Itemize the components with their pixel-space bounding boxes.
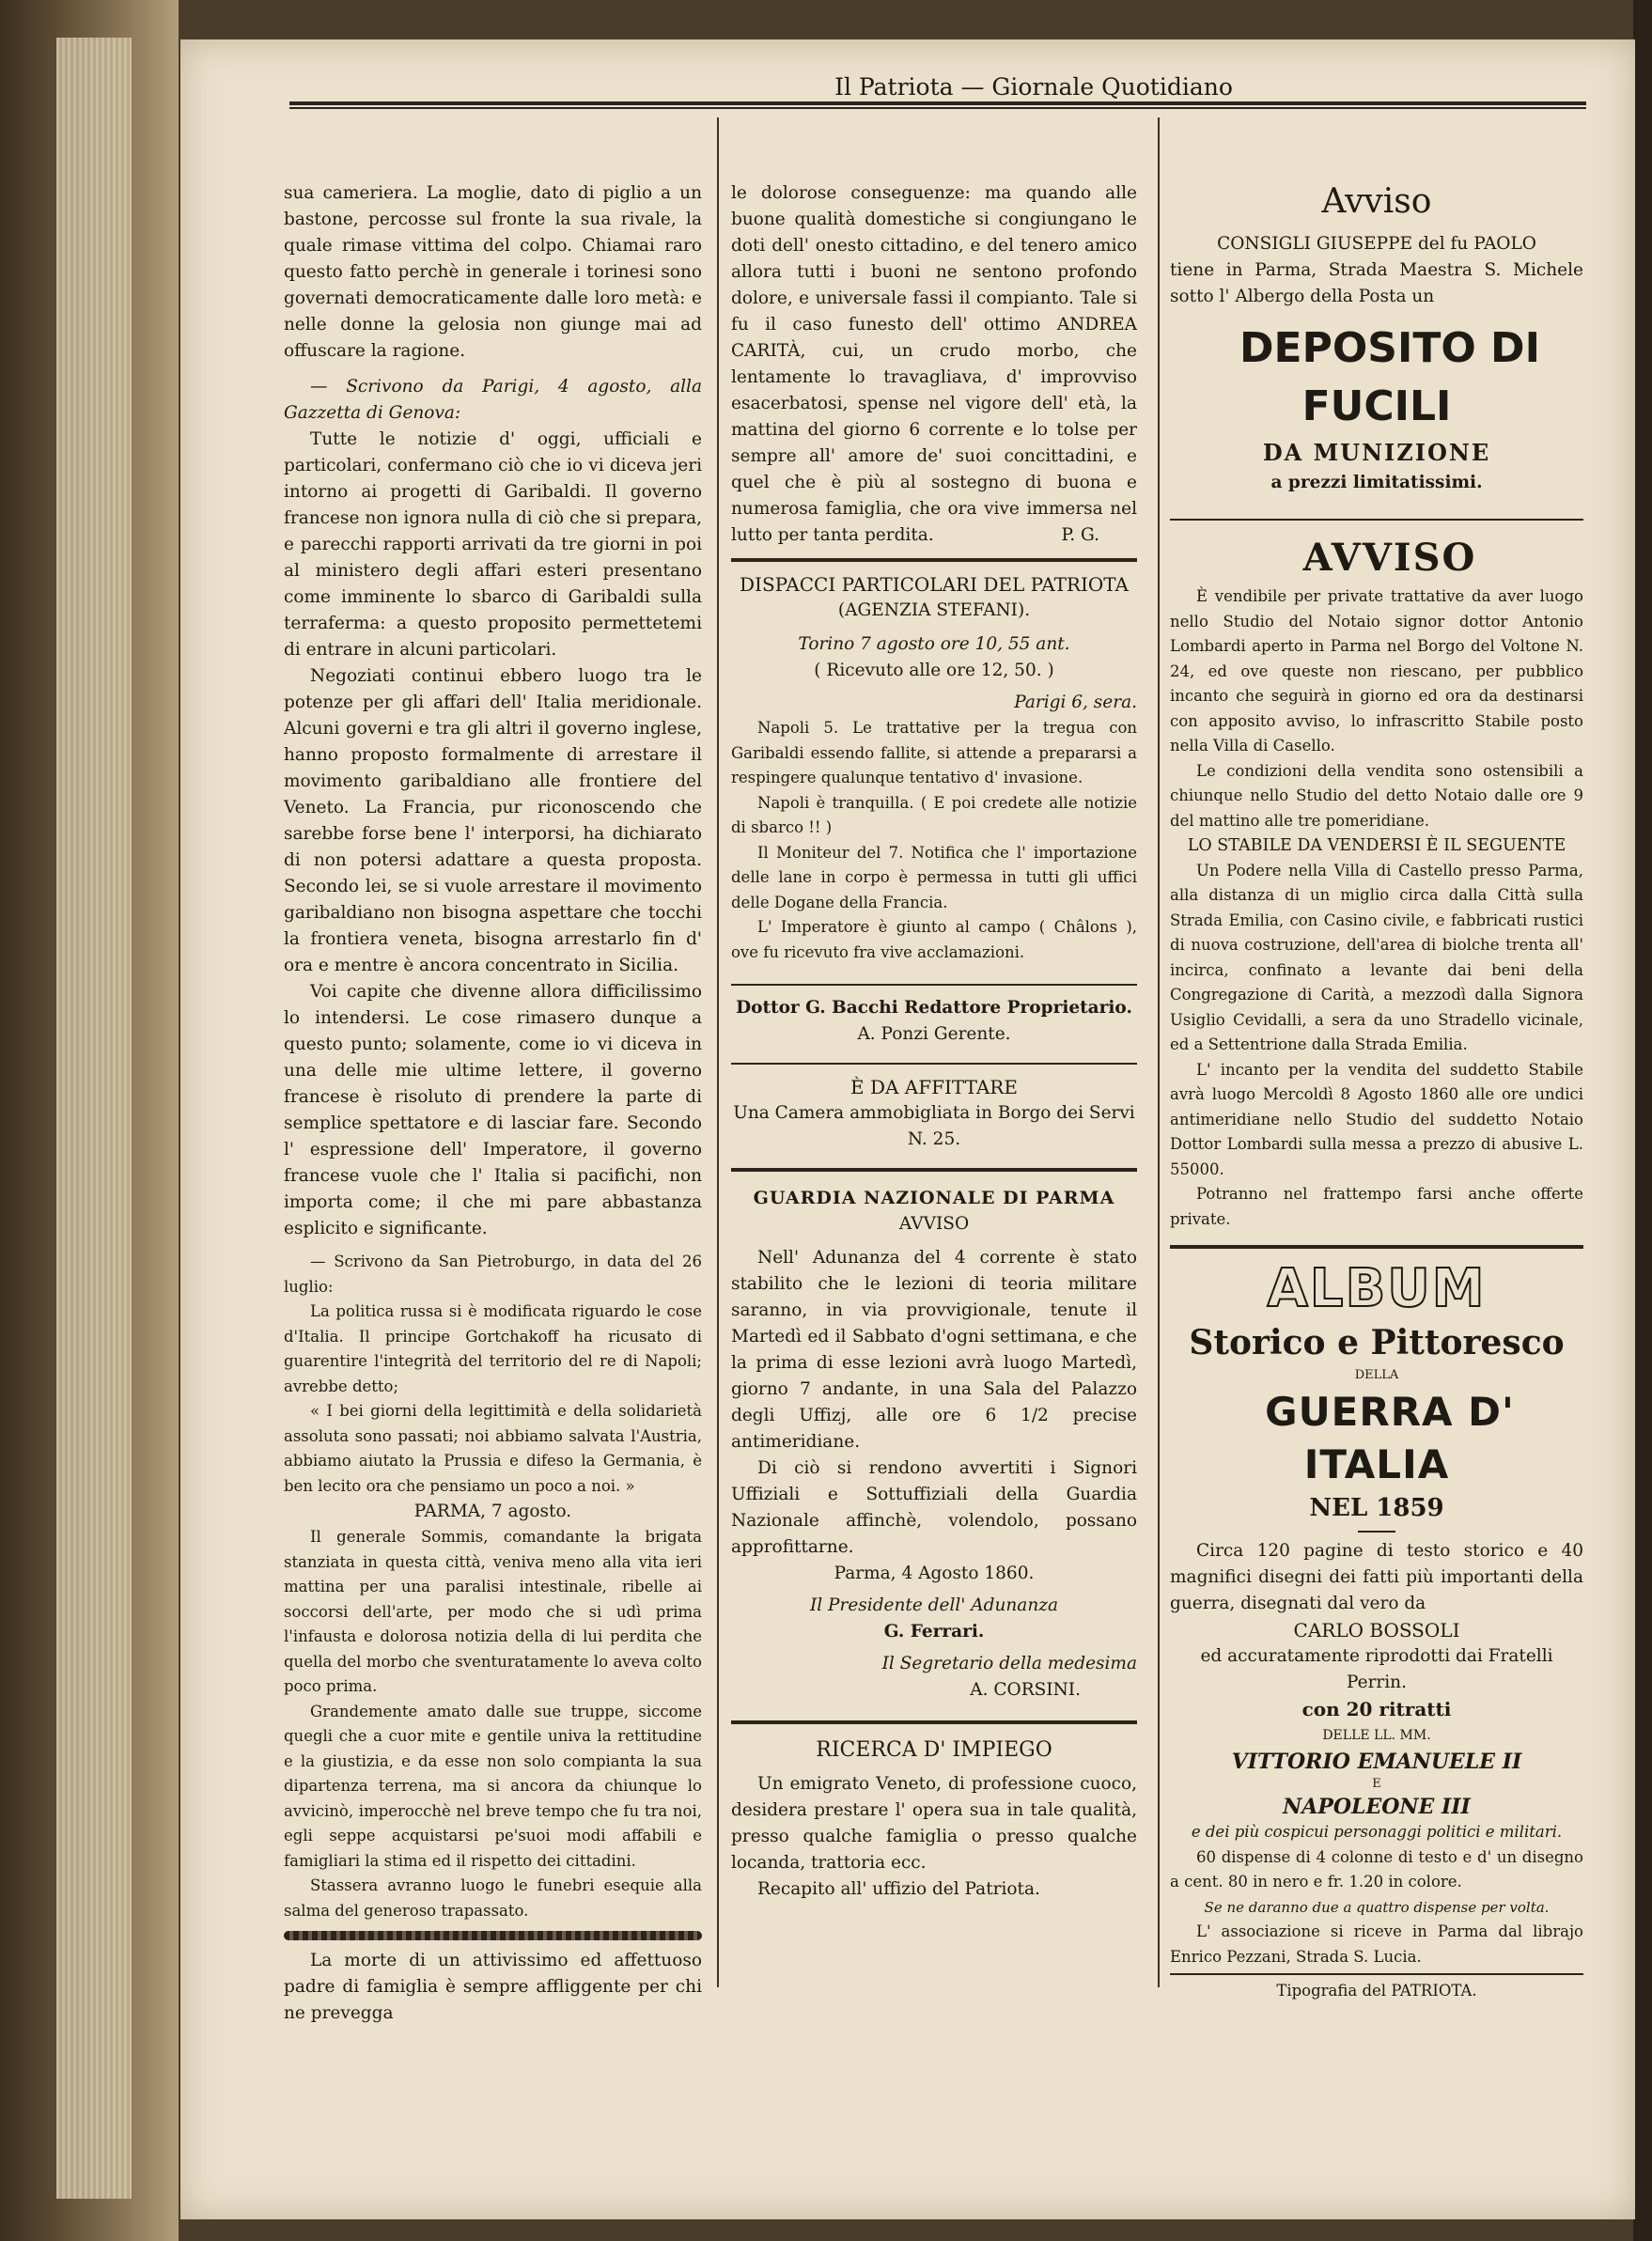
guard-president: Il Presidente dell' Adunanza	[809, 1595, 1059, 1615]
section-heading: PARMA, 7 agosto.	[413, 1502, 572, 1521]
column-1	[284, 180, 702, 2027]
guard-date: Parma, 4 Agosto 1860.	[834, 1564, 1035, 1583]
advert-title: AVVISO	[1302, 536, 1477, 580]
dispatch-text: Napoli 5. Le trattative per la tregua con Garibaldi essendo fallite, si attende a prepararsi a respingere qualunque tentativo d' invasione.	[731, 719, 1137, 786]
guard-text: Nell' Adunanza del 4 corrente è stato stabilito che le lezioni di teoria militare saranno, in via provvigionale, tenute il Martedì ed il Sabbato d'ogni settimana, e che la prima di esse lezioni avrà luogo Martedì, giorno 7 andante, in una Sala del Palazzo degli Uffizj, alle ore 6 1/2 precise antimeridiane.	[731, 1248, 1137, 1452]
rent-text: Una Camera ammobigliata in Borgo dei Servi N. 25.	[733, 1103, 1135, 1149]
album-war: GUERRA D' ITALIA	[1265, 1389, 1515, 1487]
short-rule	[1358, 1531, 1395, 1533]
dispatch-date: Torino 7 agosto ore 10, 55 ant.	[798, 634, 1070, 654]
article-text: Voi capite che divenne allora difficilissimo lo intendersi. Le cose rimasero dunque a questo punto; solamente, come io vi diceva in una delle mie ultime lettere, il governo francese è risoluto di prendere la parte di semplice spettatore e di lasciar fare. Secondo l' espressione dell' Imperatore, il governo francese vuole che l' Italia si pacifichi, non importa come; il che mi pare abbastanza esplicito e significante.	[284, 982, 702, 1238]
right-edge	[1633, 0, 1652, 2241]
article-text: Grandemente amato dalle sue truppe, siccome quegli che a cuor mite e gentile univa la rettitudine e la giustizia, e da esse non solo compianta la sua dipartenza terrena, ma si ancora da chiunque lo avvicinò, imperocchè nel breve tempo che fu tra noi, egli seppe acquistarsi pe'suoi modi affabili e famigliari la stima ed il rispetto dei cittadini.	[284, 1702, 702, 1870]
guard-secretary: Il Segretario della medesima	[881, 1654, 1137, 1673]
article-text: Stassera avranno luogo le funebri esequie alla salma del generoso trapassato.	[284, 1876, 702, 1920]
article-text: La morte di un attivissimo ed affettuoso padre di famiglia è sempre affliggente per chi ne prevegga	[284, 1951, 702, 2023]
dispatch-text: Napoli è tranquilla. ( E poi credete alle notizie di sbarco !! )	[731, 793, 1137, 836]
signature: P. G.	[1061, 525, 1099, 545]
dispatch-text: L' Imperatore è giunto al campo ( Châlons ), ove fu ricevuto fra vive acclamazioni.	[731, 918, 1137, 961]
album-text: 60 dispense di 4 colonne di testo e d' un disegno a cent. 80 in nero e fr. 1.20 in colore.	[1170, 1847, 1583, 1891]
page-edges	[56, 38, 132, 2199]
album-text: L' associazione si riceve in Parma dal librajo Enrico Pezzani, Strada S. Lucia.	[1170, 1922, 1583, 1966]
guard-president-name: G. Ferrari.	[883, 1622, 985, 1642]
dispatch-place: Parigi 6, sera.	[1014, 693, 1137, 712]
dispatch-text: Il Moniteur del 7. Notifica che l' importazione delle lane in corpo è permessa in tutti gli uffici delle Dogane della Francia.	[731, 843, 1137, 911]
article-text: Negoziati continui ebbero luogo tra le potenze per gli affari dell' Italia meridionale. Alcuni governi e tra gli altri il governo inglese, hanno proposto formalmente di arrestare il movimento garibaldiano alle frontiere del Veneto. La Francia, pur riconoscendo che sarebbe forse bene l' interporsi, ha dichiarato di non potersi adattare a questa proposta. Secondo lei, se si vuole arrestare il movimento garibaldiano non bisogna aspettare che tocchi la frontiera veneta, bisogna arrestarlo fin d' ora e mentre è ancora concentrato in Sicilia.	[284, 666, 702, 975]
section-rule	[1170, 1245, 1583, 1249]
album-emperor: NAPOLEONE III	[1283, 1795, 1471, 1819]
advert-headline: DEPOSITO DI FUCILI	[1239, 324, 1540, 430]
album-subtitle: Storico e Pittoresco	[1189, 1323, 1565, 1362]
ornamental-rule	[284, 1931, 702, 1940]
job-address: Recapito all' uffizio del Patriota.	[757, 1879, 1040, 1899]
section-rule	[1170, 1973, 1583, 1975]
advert-title: Avviso	[1321, 182, 1432, 221]
section-rule	[731, 558, 1137, 562]
dispatch-received: ( Ricevuto alle ore 12, 50. )	[814, 661, 1054, 680]
album-text: e dei più cospicui personaggi politici e militari.	[1191, 1823, 1563, 1841]
guard-secretary-name: A. CORSINI.	[970, 1680, 1081, 1700]
article-text: le dolorose conseguenze: ma quando alle buone qualità domestiche si congiungano le doti dell' onesto cittadino, e del tenero amico allora tutti i buoni ne sentono profondo dolore, e universale fassi il compianto. Tale si fu il caso funesto dell' ottimo ANDREA CARITÀ, cui, un crudo morbo, che lentamente lo travagliava, d' improvviso esacerbatosi, spense nel vigore dell' età, la mattina del giorno 6 corrente e lo tolse per sempre all' amore de' suoi concittadini, e quel che è più al sostegno di buona e numerosa famiglia, che ora vive immersa nel lutto per tanta perdita.	[731, 183, 1137, 545]
album-portraits: con 20 ritratti	[1301, 1698, 1452, 1720]
album-text: Circa 120 pagine di testo storico e 40 magnifici disegni dei fatti più importanti della guerra, disegnati dal vero da	[1170, 1541, 1583, 1613]
header-rule	[289, 101, 1586, 105]
article-text: sua cameriera. La moglie, dato di piglio a un bastone, percosse sul fronte la sua rivale, la quale rimase vittima del colpo. Chiamai raro questo fatto perchè in generale i torinesi sono governati democraticamente dalle loro metà: e nelle donne la gelosia non giunge mai ad offuscare la ragione.	[284, 183, 702, 361]
advert-subheading: LO STABILE DA VENDERSI È IL SEGUENTE	[1187, 836, 1566, 855]
album-majesties: DELLE LL. MM.	[1322, 1728, 1431, 1743]
article-text: Tutte le notizie d' oggi, ufficiali e particolari, confermano ciò che io vi diceva jeri intorno ai progetti di Garibaldi. Il governo francese non ignora nulla di ciò che si prepara, e parecchi rapporti arrivati da tre giorni in poi al ministero degli affari esteri presentano come imminente lo sbarco di Garibaldi sulla terraferma: a questo proposito permettetemi di entrare in alcuni particolari.	[284, 429, 702, 660]
article-text: — Scrivono da San Pietroburgo, in data del 26 luglio:	[284, 1253, 702, 1296]
advert-text: Un Podere nella Villa di Castello presso Parma, alla distanza di un miglio circa dalla Città sulla Strada Emilia, con Casino civile, e fabbricati rustici di nuova costruzione, dell'area di biolche trenta all' incirca, confinato a levante dai beni della Congregazione di Carità, a mezzodì dalla Signora Usiglio Cevidalli, a sera da uno Stradello vicinale, ed a Settentrione dalla Strada Emilia.	[1170, 861, 1583, 1053]
job-text: Un emigrato Veneto, di professione cuoco, desidera prestare l' opera sua in tale qualità, presso qualche famiglia o presso qualche locanda, trattoria ecc.	[731, 1774, 1137, 1873]
album-text: ed accuratamente riprodotti dai Fratelli Perrin.	[1200, 1646, 1553, 1692]
rent-title: È DA AFFITTARE	[850, 1076, 1018, 1098]
advert-text: Le condizioni della vendita sono ostensibili a chiunque nello Studio del detto Notaio dalle ore 9 del mattino alle tre pomeridiane.	[1170, 761, 1583, 830]
dispatch-title: DISPACCI PARTICOLARI DEL PATRIOTA	[740, 573, 1129, 596]
album-note: Se ne daranno due a quattro dispense per volta.	[1204, 1898, 1550, 1916]
column-rule-1	[717, 117, 719, 1987]
advert-line: tiene in Parma, Strada Maestra S. Michele sotto l' Albergo della Posta un	[1170, 260, 1583, 306]
section-rule	[731, 1063, 1137, 1065]
album-della: DELLA	[1354, 1368, 1399, 1382]
advert-subhead: DA MUNIZIONE	[1262, 439, 1491, 466]
guard-title: GUARDIA NAZIONALE DI PARMA	[753, 1188, 1115, 1208]
column-3	[1170, 180, 1583, 2004]
album-year: NEL 1859	[1309, 1494, 1444, 1522]
album-author: CARLO BOSSOLI	[1293, 1619, 1460, 1642]
column-rule-2	[1158, 117, 1160, 1987]
article-text: « I bei giorni della legittimità e della solidarietà assoluta sono passati; noi abbiamo salvata l'Austria, abbiamo aiutato la Prussia e difeso la Germania, è ben lecito ora che pensiamo un poco a noi. »	[284, 1402, 702, 1495]
album-title: ALBUM	[1267, 1258, 1487, 1319]
advert-text: È vendibile per private trattative da aver luogo nello Studio del Notaio signor dottor Antonio Lombardi aperto in Parma nel Borgo del Voltone N. 24, ed ove queste non riescano, per pubblico incanto che seguirà in giorno ed ora da destinarsi con apposito avviso, lo infrascritto Stabile posto nella Villa di Casello.	[1170, 587, 1583, 755]
advert-line: CONSIGLI GIUSEPPE del fu PAOLO	[1217, 234, 1536, 254]
section-rule	[731, 984, 1137, 986]
advert-price: a prezzi limitatissimi.	[1270, 473, 1483, 492]
job-title: RICERCA D' IMPIEGO	[816, 1738, 1052, 1762]
guard-subtitle: AVVISO	[898, 1214, 970, 1234]
page-header: Il Patriota — Giornale Quotidiano	[834, 73, 1233, 101]
article-text: Il generale Sommis, comandante la brigata stanziata in questa città, veniva meno alla vita ieri mattina per una paralisi intestinale, ribelle ai soccorsi dell'arte, per modo che si udì prima l'infausta e dolorosa notizia della di lui perdita che quella del morbo che sventuratamente lo aveva colto poco prima.	[284, 1528, 702, 1695]
advert-text: L' incanto per la vendita del suddetto Stabile avrà luogo Mercoldì 8 Agosto 1860 alle ore undici antimeridiane nello Studio del suddetto Notaio Dottor Lombardi sulla messa a prezzo di abusive L. 55000.	[1170, 1060, 1583, 1178]
section-rule	[731, 1720, 1137, 1724]
album-king: VITTORIO EMANUELE II	[1231, 1750, 1522, 1774]
advert-text: Potranno nel frattempo farsi anche offerte private.	[1170, 1185, 1583, 1228]
album-and: E	[1372, 1777, 1381, 1791]
article-text: — Scrivono da Parigi, 4 agosto, alla Gazzetta di Genova:	[284, 377, 702, 423]
editor-line: Dottor G. Bacchi Redattore Proprietario.	[736, 998, 1132, 1018]
printer-line: Tipografia del PATRIOTA.	[1276, 1982, 1477, 2000]
column-2	[731, 180, 1137, 1903]
section-rule	[731, 1168, 1137, 1172]
manager-line: A. Ponzi Gerente.	[857, 1024, 1011, 1044]
section-rule	[1170, 519, 1583, 521]
guard-text: Di ciò si rendono avvertiti i Signori Uffiziali e Sottuffiziali della Guardia Nazionale affinchè, volendolo, possano approfittarne.	[731, 1458, 1137, 1557]
article-text: La politica russa si è modificata riguardo le cose d'Italia. Il principe Gortchakoff ha ricusato di guarentire l'integrità del territorio del re di Napoli; avrebbe detto;	[284, 1302, 702, 1395]
header-rule-thin	[289, 107, 1586, 109]
dispatch-agency: (AGENZIA STEFANI).	[837, 600, 1031, 620]
